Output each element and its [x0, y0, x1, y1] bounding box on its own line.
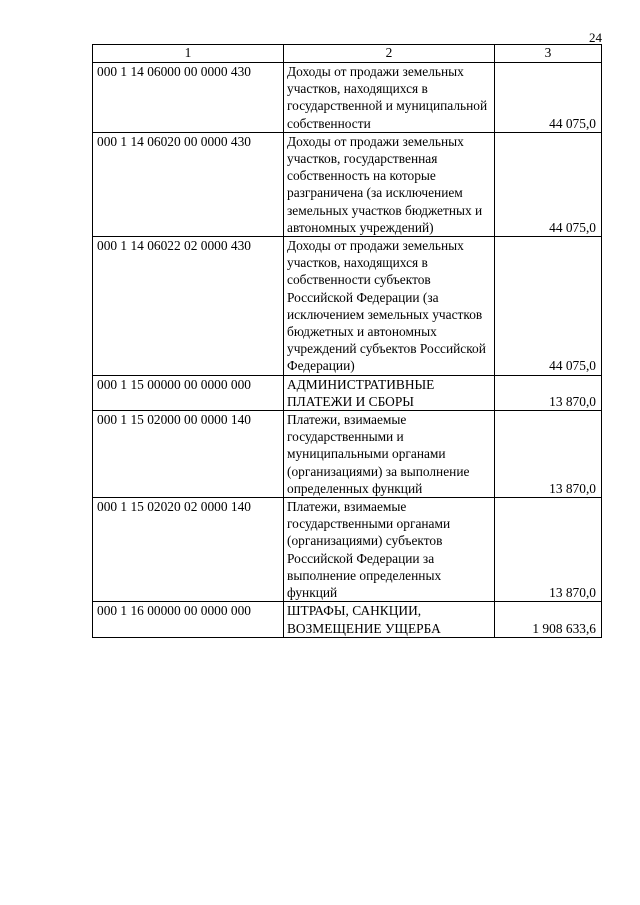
table-header-row — [93, 45, 602, 63]
amount: 13 870,0 — [495, 411, 602, 498]
amount: 44 075,0 — [495, 237, 602, 376]
amount: 13 870,0 — [495, 498, 602, 602]
table-row — [93, 602, 602, 637]
column-header-2: 2 — [284, 45, 495, 63]
budget-code: 000 1 15 02020 02 0000 140 — [93, 498, 284, 602]
page-number: 24 — [589, 30, 602, 45]
amount: 44 075,0 — [495, 63, 602, 133]
table-row — [93, 237, 602, 376]
table-row — [93, 132, 602, 236]
revenue-table — [92, 44, 602, 638]
amount: 44 075,0 — [495, 132, 602, 236]
table-row — [93, 411, 602, 498]
table-row — [93, 63, 602, 133]
revenue-name: ШТРАФЫ, САНКЦИИ, ВОЗМЕЩЕНИЕ УЩЕРБА — [284, 602, 495, 637]
revenue-name: Доходы от продажи земельных участков, находящихся в собственности субъектов Российской Федерации (за исключением земельных участков бюджетных и автономных учреждений субъектов Российской Федерации) — [284, 237, 495, 376]
revenue-name: Доходы от продажи земельных участков, находящихся в государственной и муниципальной собственности — [284, 63, 495, 133]
amount: 13 870,0 — [495, 375, 602, 410]
column-header-1: 1 — [93, 45, 284, 63]
revenue-name: Платежи, взимаемые государственными и муниципальными органами (организациями) за выполнение определенных функций — [284, 411, 495, 498]
revenue-name: Доходы от продажи земельных участков, государственная собственность на которые разграничена (за исключением земельных участков бюджетных и автономных учреждений) — [284, 132, 495, 236]
budget-code: 000 1 14 06020 00 0000 430 — [93, 132, 284, 236]
budget-code: 000 1 14 06022 02 0000 430 — [93, 237, 284, 376]
budget-code: 000 1 15 00000 00 0000 000 — [93, 375, 284, 410]
budget-code: 000 1 14 06000 00 0000 430 — [93, 63, 284, 133]
revenue-name: АДМИНИСТРАТИВНЫЕ ПЛАТЕЖИ И СБОРЫ — [284, 375, 495, 410]
budget-code: 000 1 16 00000 00 0000 000 — [93, 602, 284, 637]
budget-code: 000 1 15 02000 00 0000 140 — [93, 411, 284, 498]
amount: 1 908 633,6 — [495, 602, 602, 637]
revenue-name: Платежи, взимаемые государственными органами (организациями) субъектов Российской Федерации за выполнение определенных функций — [284, 498, 495, 602]
column-header-3: 3 — [495, 45, 602, 63]
table-row — [93, 498, 602, 602]
table-row — [93, 375, 602, 410]
